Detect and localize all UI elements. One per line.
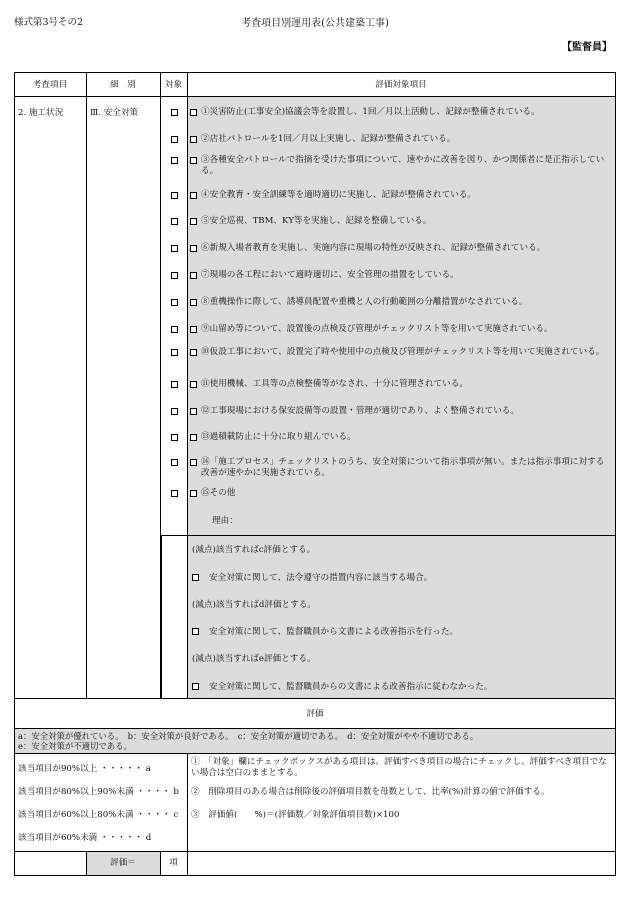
item-checkbox[interactable]: [190, 434, 197, 441]
target-checkbox-10[interactable]: [171, 349, 178, 356]
reason-label: 理由：: [212, 516, 238, 526]
threshold-divider: [187, 753, 188, 876]
criteria-item[interactable]: ①災害防止(工事安全)協議会等を設置し、1回／月以上活動し、記録が整備されている。: [190, 107, 612, 118]
target-checkbox-12[interactable]: [171, 408, 178, 415]
col-divider-3: [187, 72, 188, 698]
item-checkbox[interactable]: [190, 109, 197, 116]
target-checkbox-1[interactable]: [171, 109, 178, 116]
deductions-background: [187, 536, 615, 698]
deduction-item[interactable]: 安全対策に関して、監督職員から文書による改善指示を行った。: [192, 627, 612, 638]
item-checkbox[interactable]: [190, 459, 197, 466]
item-checkbox[interactable]: [190, 349, 197, 356]
deduction-checkbox[interactable]: [192, 683, 199, 690]
evaluation-legend-line2: e：安全対策が不適切である。: [18, 741, 132, 751]
evaluation-legend-line1: a：安全対策が優れている。 b：安全対策が良好である。 c：安全対策が適切である。 d：安全対策がやや不適切である。: [18, 731, 479, 741]
criteria-item[interactable]: ⑨山留め等について、設置後の点検及び管理がチェックリスト等を用いて実施されている。: [190, 324, 612, 335]
deduction-thick-line: [160, 535, 162, 698]
evaluation-note-2: ② 削除項目のある場合は削除後の評価項目数を母数として、比率(%)計算の値で評価する。: [191, 787, 550, 797]
item-checkbox[interactable]: [190, 157, 197, 164]
eval-title-divider: [14, 728, 616, 729]
deduction-head: (減点)該当すればe評価とする。: [192, 654, 316, 664]
item-checkbox[interactable]: [190, 299, 197, 306]
result-divider: [14, 851, 616, 852]
criteria-item[interactable]: ⑥新規入場者教育を実施し、実施内容に現場の特性が反映され、記録が整備されている。: [190, 243, 612, 254]
criteria-item[interactable]: ⑩仮設工事において、設置完了時や使用中の点検及び管理がチェックリスト等を用いて実施されている。: [190, 347, 612, 358]
item-checkbox[interactable]: [190, 490, 197, 497]
result-unit: 項: [169, 858, 178, 868]
item-checkbox[interactable]: [190, 272, 197, 279]
criteria-item[interactable]: ⑪使用機械、工具等の点検整備等がなされ、十分に管理されている。: [190, 379, 612, 390]
item-checkbox[interactable]: [190, 136, 197, 143]
legend-divider: [14, 753, 616, 754]
item-checkbox[interactable]: [190, 408, 197, 415]
criteria-item[interactable]: ⑭「施工プロセス」チェックリストのうち、安全対策について指示事項が無い。または指示事項に対する改善が速やかに実施されている。: [190, 457, 612, 478]
subcategory-label: Ⅲ. 安全対策: [90, 108, 139, 118]
item-checkbox[interactable]: [190, 245, 197, 252]
item-checkbox[interactable]: [190, 326, 197, 333]
criteria-item[interactable]: ⑬過積載防止に十分に取り組んでいる。: [190, 432, 612, 443]
items-bottom-divider: [160, 535, 616, 536]
eval-top-divider: [14, 698, 616, 699]
item-checkbox[interactable]: [190, 218, 197, 225]
target-checkbox-9[interactable]: [171, 326, 178, 333]
evaluation-note-3: ③ 評価値( %)＝(評価数／対象評価項目数)×100: [191, 810, 400, 820]
target-checkbox-8[interactable]: [171, 299, 178, 306]
criteria-item[interactable]: ⑧重機操作に際して、誘導員配置や重機と人の行動範囲の分離措置がなされている。: [190, 297, 612, 308]
target-checkbox-7[interactable]: [171, 272, 178, 279]
target-checkbox-2[interactable]: [171, 136, 178, 143]
form-number: 様式第3号その2: [14, 17, 84, 28]
header-col-detail: 細 別: [110, 80, 136, 90]
result-label: 評価＝: [110, 858, 136, 868]
document-title: 考査項目別運用表(公共建築工事): [241, 18, 389, 29]
target-checkbox-5[interactable]: [171, 218, 178, 225]
deduction-item[interactable]: 安全対策に関して、法令遵守の措置内容に該当する場合。: [192, 573, 612, 584]
item-checkbox[interactable]: [190, 192, 197, 199]
criteria-item[interactable]: ③各種安全パトロールで指摘を受けた事項について、速やかに改善を図り、かつ関係者に是正指示している。: [190, 155, 612, 176]
header-col-target: 対象: [164, 80, 183, 90]
evaluation-title: 評価: [306, 709, 324, 719]
deduction-head: (減点)該当すればc評価とする。: [192, 545, 316, 555]
threshold-d: 該当項目が60%未満 ・・・・・ d: [18, 833, 152, 843]
evaluation-note-1: ① 「対象」欄にチェックボックスがある項目は、評価すべき項目の場合にチェックし、評価すべき項目でない場合は空白のままとする。: [191, 757, 607, 778]
target-checkbox-11[interactable]: [171, 381, 178, 388]
header-divider: [14, 96, 616, 97]
criteria-item[interactable]: ④安全教育・安全訓練等を適時適切に実施し、記録が整備されている。: [190, 190, 612, 201]
role-label: 【監督員】: [562, 42, 612, 53]
target-checkbox-4[interactable]: [171, 192, 178, 199]
category-label: 2. 施工状況: [18, 108, 64, 118]
criteria-item[interactable]: ⑤安全巡視、TBM、KY等を実施し、記録を整備している。: [190, 216, 612, 227]
criteria-item[interactable]: ⑦現場の各工程において適時適切に、安全管理の措置をしている。: [190, 270, 612, 281]
deduction-checkbox[interactable]: [192, 628, 199, 635]
target-checkbox-13[interactable]: [171, 434, 178, 441]
deduction-item[interactable]: 安全対策に関して、監督職員からの文書による改善指示に従わなかった。: [192, 682, 612, 693]
header-col-criteria: 評価対象項目: [375, 80, 427, 90]
target-checkbox-6[interactable]: [171, 245, 178, 252]
threshold-c: 該当項目が60%以上80%未満 ・・・・ c: [18, 810, 179, 820]
item-checkbox[interactable]: [190, 381, 197, 388]
col-divider-1: [86, 72, 87, 698]
criteria-item[interactable]: ⑮その他: [190, 488, 612, 499]
criteria-item[interactable]: ⑫工事現場における保安設備等の設置・管理が適切であり、よく整備されている。: [190, 406, 612, 417]
header-col-item: 考査項目: [32, 80, 68, 90]
target-checkbox-14[interactable]: [171, 459, 178, 466]
criteria-item[interactable]: ②店社パトロールを1回／月以上実施し、記録が整備されている。: [190, 134, 612, 145]
threshold-b: 該当項目が80%以上90%未満 ・・・・ b: [18, 787, 179, 797]
deduction-head: (減点)該当すればd評価とする。: [192, 600, 316, 610]
target-checkbox-15[interactable]: [171, 490, 178, 497]
threshold-a: 該当項目が90%以上 ・・・・・ a: [18, 764, 151, 774]
deduction-checkbox[interactable]: [192, 574, 199, 581]
target-checkbox-3[interactable]: [171, 157, 178, 164]
